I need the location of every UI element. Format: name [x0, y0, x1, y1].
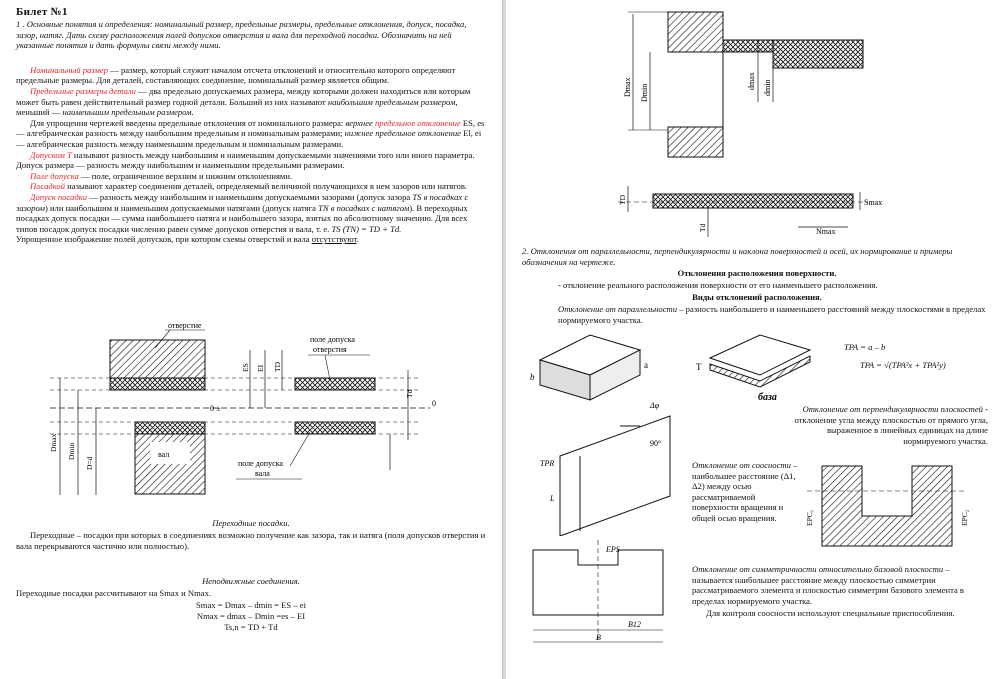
label-zero-pm: 0 ±	[210, 404, 221, 413]
text-tolerance: называют разность между наибольшим и наименьшим допускаемыми значениями того или иного параметра. Допуск размера — разность между наибольшим и наименьшим предельными размерами.	[16, 149, 475, 171]
label-otverstie: отверстие	[168, 321, 202, 330]
label-val: вал	[158, 450, 170, 459]
text-coax: – наибольшее расстояние (Δ1, Δ2) между осью рассматриваемой поверхности вращения и общей осью вращения.	[692, 460, 798, 523]
label-TPR: TPR	[540, 459, 555, 468]
term-field: Поле допуска	[30, 170, 79, 181]
tolerance-strip	[653, 194, 853, 208]
label-Dmin: Dmin	[640, 83, 649, 102]
text-fit-tol-c: ). В переходных посадках допуск посадки — сумма наибольшего натяга и наибольшего зазора, взятых по абсолютному значению. Для всех типов посадок допуск посадки численно равен сумме допусков отверстия и вала, т. е.	[16, 202, 468, 234]
label-es: ES	[241, 363, 250, 372]
shaft-field-right	[773, 40, 863, 68]
text-simplified-ul: отсутствуют	[311, 234, 357, 245]
formula-tpa1: TPA = a – b	[844, 342, 886, 352]
term-tolerance: Допуском Т	[30, 149, 72, 160]
label-zero: 0	[432, 399, 436, 408]
perpendicular-figure	[520, 396, 695, 536]
label-EPS: EPS	[606, 545, 620, 554]
text-fit-tol-it-a: TS в посадках с зазором	[16, 191, 469, 213]
text-limits-b: , меньший —	[16, 96, 458, 118]
label-dmin2: dmin	[763, 79, 772, 96]
text-limits-it-b: наименьшим предельным размером.	[62, 107, 194, 118]
label-shaft-field-1: поле допуска	[238, 459, 283, 468]
ticket-title: Билет №1	[16, 6, 68, 18]
perp-plane	[560, 416, 670, 536]
para-simplified	[16, 234, 486, 245]
label-Dmax: Dmax	[623, 77, 632, 97]
text-perp: - отклонение угла между плоскостью от прямого угла, выраженное в линейных единицах на длине нормируемого участка.	[794, 404, 988, 446]
label-ei: EI	[256, 364, 265, 372]
para-coax	[692, 460, 802, 524]
label-td2: Td	[405, 389, 414, 398]
location-definition: - отклонение реального расположения поверхности от его наименьшего расположения.	[558, 280, 878, 290]
text-sym: – называется наибольшее расстояние между плоскостью симметрии рассматриваемого элемента и плоскостью симметрии базового элемента в пределах нормируемого участка.	[692, 564, 964, 606]
right-page	[508, 0, 1000, 679]
text-fit-tol-it-b: TN в посадках с натягом	[318, 202, 410, 213]
label-hole-field-2: отверстия	[313, 345, 347, 354]
term-deviation: предельное отклонение	[374, 117, 461, 128]
leader-hole-field	[325, 355, 330, 380]
hole-field-near	[110, 378, 205, 390]
term-fit: Посадкой	[30, 181, 66, 192]
label-shaft-field-2: вала	[255, 469, 270, 478]
label-dphi: Δφ	[650, 401, 660, 410]
label-Td: Td	[698, 223, 707, 232]
text-fit-tol-a: — разность между наибольшим и наименьшим допускаемыми зазорами (допуск зазора	[87, 191, 413, 202]
hole-tolerance-field	[295, 378, 375, 390]
text-nominal: — размер, который служит началом отсчета отклонений и относительно которого определяют предельные размеры. Для деталей, составляющих соединение, номинальный размер является общим.	[16, 64, 456, 86]
symmetry-figure	[528, 540, 678, 650]
page-divider	[502, 0, 506, 679]
caption-transition: Переходные посадки.	[212, 518, 290, 528]
label-b: b	[530, 372, 535, 382]
formula-nmax: Nmax = dmax – Dmin =es – EI	[196, 611, 306, 621]
term-nominal: Номинальный размер	[30, 64, 109, 75]
para-fit	[16, 181, 486, 192]
caption-fixed: Неподвижные соединения.	[202, 576, 300, 586]
term-limits: Предельные размеры детали	[30, 85, 136, 96]
label-90: 90°	[650, 439, 662, 448]
para-deviations	[16, 118, 486, 150]
question-2: 2. Отклонения от параллельности, перпендикулярности и наклона поверхностей и осей, их нормирование и примеры обозначения на чертеже.	[522, 246, 953, 267]
label-baza: база	[758, 392, 777, 403]
shaft-label-bg	[150, 442, 190, 464]
term-coax: Отклонение от соосности	[692, 460, 791, 470]
label-L: L	[550, 494, 555, 503]
label-T: T	[696, 362, 702, 372]
label-Smax: Smax	[864, 198, 883, 207]
text-parallel: – разность наибольшего и наименьшего расстояний между плоскостями в пределах нормируемого участка.	[558, 304, 986, 325]
text-dev-it-b: нижнее предельное отклонение	[344, 128, 461, 139]
para-limits	[16, 86, 486, 118]
label-dd: D=d	[85, 456, 94, 470]
leader-shaft-field	[290, 432, 310, 466]
text-dev-it-a: верхнее	[345, 117, 375, 128]
shaft-field-near	[135, 422, 205, 434]
text-dev-a: Для упрощения чертежей введены предельные отклонения от номинального размера:	[30, 117, 346, 128]
para-nominal	[16, 65, 486, 86]
label-B12: B12	[628, 620, 641, 629]
text-dev-b: ES, es — алгебраическая разность между наибольшим предельным и номинальным размерами;	[16, 117, 485, 139]
label-hole-field-1: поле допуска	[310, 335, 355, 344]
heading-types: Виды отклонений расположения.	[692, 292, 822, 302]
heading-location: Отклонения расположения поверхности.	[677, 268, 837, 278]
para-coax-control: Для контроля соосности используют специальные приспособления.	[706, 608, 955, 618]
tolerance-field-diagram	[40, 320, 460, 515]
question-1: 1 . Основные понятия и определения: номинальный размер, предельные размеры, предельные отклонения, допуск, посадка, зазор, натяг. Дать схему расположения полей допусков отверстия и вала для переходной посадки. Обозначить на ней указанные понятия и дать формулы связи между ними.	[16, 19, 467, 51]
shaft-tolerance-field	[295, 422, 375, 434]
para-parallel	[558, 304, 988, 325]
hole-top	[668, 12, 723, 52]
label-dmax2: dmax	[747, 72, 756, 90]
term-perp: Отклонение от перпендикулярности плоскостей	[802, 404, 983, 414]
text-simplified-b: .	[356, 234, 359, 245]
label-EPC1: EPC₁	[805, 509, 814, 526]
text-fit-tol-it-c: TS (TN) = TD + Td.	[331, 223, 402, 234]
hole-field-top	[723, 40, 773, 52]
hole-shaft-figure	[608, 2, 908, 242]
text-limits-it-a: наибольшим предельным размером	[327, 96, 456, 107]
para-fit-tolerance	[16, 192, 486, 234]
label-dmin: Dmin	[67, 442, 76, 460]
label-TD: TD	[618, 195, 627, 205]
hole-body	[110, 340, 205, 378]
label-dmax: Dmax	[49, 433, 58, 452]
para-transition: Переходные – посадки при которых в соединениях возможно получение как зазора, так и натяга (поля допусков отверстия и вала перекрываются частично или полностью).	[16, 530, 486, 551]
para-field	[16, 171, 486, 182]
formula-smax: Smax = Dmax – dmin = ES – ei	[196, 600, 306, 610]
text-dev-c: El, ei — алгебраическая разность между наименьшим предельным и номинальным размерами.	[16, 128, 482, 149]
label-B: B	[596, 633, 601, 642]
coax-figure	[802, 456, 972, 556]
para-sym	[692, 564, 992, 606]
term-fit-tolerance: Допуск посадки	[30, 191, 88, 202]
para-smax-nmax: Переходные посадки рассчитывают на Smax и Nmax.	[16, 588, 212, 598]
para-perp	[788, 404, 988, 446]
para-tolerance	[16, 150, 486, 171]
label-a: a	[644, 360, 648, 370]
coax-part	[822, 466, 952, 546]
term-parallel: Отклонение от параллельности	[558, 304, 678, 314]
text-simplified-a: Упрощенное изображение полей допусков, при котором схемы отверстий и вала	[16, 234, 312, 245]
formula-ts: Ts,n = TD + Td	[224, 622, 278, 632]
hole-bottom	[668, 127, 723, 157]
label-EPC2: EPC₂	[960, 509, 969, 526]
text-fit-tol-b: ) или наибольшим и наименьшим допускаемыми натягами (допуск натяга	[44, 202, 319, 213]
term-sym: Отклонение от симметричности относительно базовой плоскости	[692, 564, 944, 574]
text-fit: называют характер соединения деталей, определяемый величиной получающихся в нем зазоров или натягов.	[65, 181, 468, 192]
label-td: TD	[273, 362, 282, 372]
label-Nmax: Nmax	[816, 227, 836, 236]
text-limits-a: — два предельно допускаемых размера, между которыми должен находиться или которым может быть равен действительный размер годной детали. Больший из них называют	[16, 85, 471, 107]
formula-tpa2: TPA = √(TPA²x + TPA²y)	[860, 360, 946, 370]
text-field: — поле, ограниченное верхним и нижним отклонениями.	[78, 170, 293, 181]
